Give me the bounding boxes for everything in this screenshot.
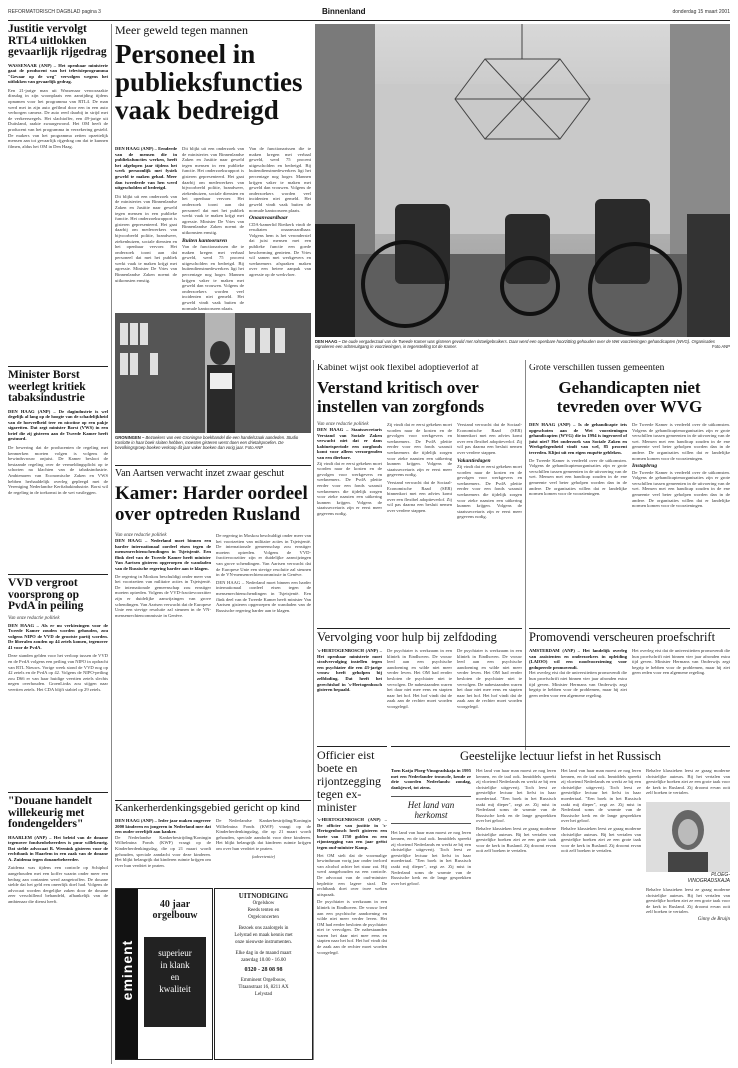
- divider: [115, 465, 311, 466]
- ad-line-4: in klank: [160, 960, 190, 970]
- article-officier: [317, 746, 387, 1060]
- body: Een 21-jarige man uit Wassenaar veroorzaakte dinsdag in zijn woonplaats een aanrijding tijdens opnamen voor het programma van RTL4. De man werd met in zijn auto gefilmd door een in een auto verborgen camera. De auto reed daarbij in strijd met de verkeersregels. Het slachtoffer, een 49-jarige uit Duitsland, raakte zwaargewond. Het OM heeft de producent van het programma in verzekering gesteld. De makers van het programma zetten opzettelijk mensen aan tot gevaarlijk rijgedrag om dat te kunnen filmen, aldus het OM in Den Haag.: [8, 87, 108, 149]
- body: DEN HAAG – Nederland moet binnen een harder internationaal oordeel eisen tegen de mensenrechtenschendingen in Tsjetsjenië. Een flink deel van de Tweede Kamer heeft minister Van Aartsen gisteren opgeroepen de wandaden van de Russische regering harder aan te klagen.: [216, 579, 311, 613]
- body: De psychiater is werkzaam in een kliniek in Eindhoven. De vrouw leed aan een psychische aandoening en wilde niet meer verder leven. Het OM had eerder besloten de psychiater niet te vervolgen. De nabestaanden waren het daar niet mee eens en stapten naar het hof. Het hof vindt dat de zaak aan de rechter moet worden voorgelegd.: [457, 648, 522, 709]
- body: CDA-kamerlid Rietkerk vindt de resultaten onaanvaardbaar. Volgens hem is het veronderstel dat juist mensen met een publieke functie een goede bescherming genieten. De Vries wil samen met werkgevers en werknemers afspraken maken over een betere aanpak van agressie op de werkvloer.: [249, 221, 311, 277]
- column-3: [561, 768, 641, 854]
- headline: Kamer: Harder oordeel over optreden Rusland: [115, 483, 308, 525]
- lead-text: 's-HERTOGENBOSCH (ANP) – De officier van justitie in 's-Hertogenbosch heeft gisteren een boete van 1750 gulden en een rijontzegging van een jaar geëist tegen oud-minister Kamp.: [317, 817, 387, 850]
- lead-text: HAARLEM (ANP) – Het beleid van de douane tegenover fondsenbeheerders is puur willekeurig. Dat stelde advocaat B. Weenink gisteren voor de rechtbank in Haarlem in een zaak van de douane A. Zuidema tegen douanebeheerder.: [8, 834, 108, 862]
- ad-line-8: zaterdag 10.00 - 16.00: [241, 958, 286, 963]
- byline: Van onze redactie politiek: [115, 533, 167, 538]
- body: Het OM stelt dat de voormalige bewindsman vorig jaar onder invloed van alcohol achter het stuur zat. Hij werd aangehouden na een controle. De advocaat van de oud-minister bepleitte een lagere straf. De rechtbank doet over twee weken uitspraak.: [317, 852, 387, 897]
- ad-slogan-box: [144, 937, 206, 1027]
- lead-text: DEN HAAG (ANP) – Is de gehandicapte iets opgeschoten aan de Wet voorzieningen gehandicapten (WVG) die in 1994 is ingevoerd of juist niet? Het onderzoek van Sociale Zaken en Werkgelegenheid vindt van wel, 85 procent tevreden. Klijnt uit een eigen enquête gebleken.: [529, 422, 627, 455]
- ad-line-12: Lelystad: [254, 992, 273, 997]
- page-header: [8, 7, 730, 19]
- divider: [8, 574, 108, 575]
- ad-brand: eminent: [119, 939, 135, 1001]
- divider: [317, 746, 387, 747]
- body-columns: [317, 648, 522, 710]
- headline: "Douane handelt willekeurig met fondengelders": [8, 795, 93, 830]
- kicker: Meer geweld tegen mannen: [115, 24, 248, 37]
- groningen-caption: [115, 435, 311, 459]
- column-2: [182, 146, 244, 310]
- headline: Minister Borst weerlegt kritiek tabaksindustrie: [8, 369, 86, 404]
- column-3: [457, 648, 522, 710]
- column-1: [529, 422, 627, 509]
- body: Behalve klassieken leest ze graag moderne christelijke auteurs. Bij het vertalen van geestelijke boeken ziet ze een grote taak voor de kerk in Rusland. Zij droomt ervan ooit zelf boeken te vertalen.: [561, 825, 641, 854]
- lead-text: DEN HAAG (ANP) – Ieder jaar maken ongeveer 2000 kinderen en jongeren in Nederland mee dat een ouder overlijdt aan kanker.: [115, 818, 211, 835]
- ad-uitnodiging: [214, 888, 313, 1060]
- lead-text: Toen Katja Ploeg-Vinogradskaja in 1995 met een Nederlander trouwde, kende ze drie woorden Nederlands: zondag, dankjewel, tot ziens.: [391, 768, 471, 790]
- lead-text: DEN HAAG – Staatssecretaris Verstand van Sociale Zaken verwacht niet dat er dans kabinetsperiode een zorgfonds komt voor alleen verzorgenden van een dierbare.: [317, 427, 382, 460]
- body: De Tweede Kamer is verdeeld over de uitkomsten. Volgens de gehandicaptenorganisaties zijn er grote verschillen tussen gemeenten in de uitvoering van de wet. Mensen met een handicap zouden in de ene gemeente veel beter geholpen worden dan in de andere. De organisaties willen dat er landelijke normen komen voor de voorzieningen.: [632, 469, 730, 509]
- caption-text: Bezoekers van een Groningse boekhandel die een handelszaak aandeden. Studio Koslotte in haar boek sluiten hebben, moesten gisteren werst doen een drietalsproefen. De bevolkingsgroep boeken verkoop dit jaar vaker boeken dan vorig jaar.: [115, 435, 299, 451]
- lead-text: DEN HAAG (ANP) – Eenderde van de mensen die in publieksfuncties werken, heeft het afgelopen jaar tijdens het werk persoonlijk met fysiek geweld te maken gehad. Meer dan tweederde van hen werd uitgescholden of bedreigd.: [115, 146, 177, 191]
- main-photo-caption: [315, 339, 730, 359]
- article-zelfdoding: [317, 628, 522, 746]
- ad-orgelbouw: [115, 888, 213, 1060]
- caption-lead: DEN HAAG –: [315, 339, 341, 344]
- portrait-label-1: PLOEG-: [711, 871, 730, 878]
- article-vvd: [8, 574, 108, 789]
- ad-line-3: superieur: [158, 948, 192, 958]
- portrait-label-2: VINOGRADSKAJA: [687, 877, 730, 884]
- kicker: Kabinet wijst ook flexibel adoptieverlof af: [317, 364, 479, 373]
- body: Zij vindt dat er eerst gekeken moet worden naar de kosten en de gevolgen voor werkgevers en werknemers. De PvdA pleitte eerder voor een fonds waaruit werknemers die tijdelijk zorgen voor zieke naasten een uitkering kunnen krijgen. Volgens de staatssecretaris zijn er eerst meer gegevens nodig.: [317, 460, 382, 516]
- body-columns: [529, 648, 730, 698]
- body: Behalve klassieken leest ze graag moderne christelijke auteurs. Bij het vertalen van geestelijke boeken ziet ze een grote taak voor de kerk in Rusland. Zij droomt ervan ooit zelf boeken te vertalen.: [646, 886, 730, 915]
- column-1: [317, 422, 382, 520]
- ad-line-10: Emminent Orgelbouw,: [240, 978, 287, 983]
- headline: Verstand kritisch over instellen van zorgfonds: [317, 377, 485, 416]
- divider: [391, 746, 730, 747]
- body-columns: [115, 146, 311, 310]
- article-kanker: [115, 800, 311, 888]
- body-columns: [529, 422, 730, 509]
- column-divider-right: [525, 360, 526, 750]
- column-4: [646, 768, 730, 922]
- herkomst-title-2: herkomst: [414, 810, 448, 821]
- kicker: Van Aartsen verwacht inzet zwaar geschut: [115, 468, 285, 479]
- article-adoptie: [317, 364, 522, 626]
- ad-line-6: kwaliteit: [159, 984, 191, 994]
- author-credit: Ginny de Bruijn: [697, 916, 730, 922]
- ad-brand-strip: [116, 889, 138, 1059]
- body: De regering in Moskou beschuldigt onder meer van het voortzetten van militaire acties in Tsjetsjenië. De internationale gemeenschap zou ernstiger moeten optreden. Volgens de VVD-fractievoorzitter zijn er duidelijke aanwijzingen van grove schendingen. Van Aartsen verwacht dat de Europese Unie een stevige resolutie zal steunen in de VN-mensenrechtencommissie in Genève.: [115, 573, 211, 618]
- body: Dit blijkt uit een onderzoek van de ministeries van Binnenlandse Zaken en Justitie naar geweld tegen mensen in een publieke functie. Het onderzoeksrapport is gisteren gepresenteerd. Het gaat daarbij om medewerkers van bijvoorbeeld politie, brandweer, ziekenhuizen, sociale diensten en het openbaar vervoer. Het onderzoek toont aan dat personeel dat met het publiek werkt vaak te maken krijgt met agressie. Minister De Vries van Binnenlandse Zaken noemt de uitkomsten ernstig.: [115, 193, 177, 283]
- lead: [8, 835, 108, 863]
- ad-line-2: Reeds tenten en: [247, 908, 280, 913]
- column-divider-mid: [313, 360, 314, 1060]
- caption-text: De oude vergaderzaal van de Tweede Kamer was gisteren gevuld met rolstoelgebruikers. Daar werd een openbare hoorzitting gehouden over de Wet voorzieningen gehandicapten (WVG). Organisaties signaleren een achteruitgang in voorzieningen, in tegenstelling tot de Kamer.: [315, 339, 715, 350]
- body: Zij vindt dat er eerst gekeken moet worden naar de kosten en de gevolgen voor werkgevers en werknemers. De PvdA pleitte eerder voor een fonds waaruit werknemers die tijdelijk zorgen voor zieke naasten een uitkering kunnen krijgen. Volgens de staatssecretaris zijn er eerst meer gegevens nodig.: [387, 422, 452, 478]
- ad-line-5: Lelystad en maak kennis met: [234, 933, 293, 938]
- lead: [529, 422, 627, 456]
- lead: [115, 538, 211, 572]
- caption-lead: GRONINGEN –: [115, 435, 145, 440]
- header-rule: [8, 20, 730, 21]
- lead: [8, 409, 108, 443]
- headline: Geestelijke lectuur liefst in het Russisch: [460, 749, 661, 763]
- byline: Van onze redactie politiek: [317, 422, 369, 427]
- body: Van de functionarissen die te maken kregen met verbaal geweld, werd 75 procent uitgescholden en bedreigd. Bij buitendienstmedewerkers ligt het percentage nog hoger. Mannen krijgen vaker te maken met geweld dan vrouwen. Volgens de onderzoekers worden veel incidenten niet gemeld. Het geweld vindt vaak buiten de normale kantooruren plaats.: [182, 244, 244, 310]
- column-1: [529, 648, 627, 698]
- byline: Van onze redactie politiek: [8, 615, 60, 621]
- ad-line-4: Bezoek ons zaalorgels in: [238, 926, 289, 931]
- body: Verstand verwacht dat de Sociaal-Economische Raad (SER) binnenkort met een advies komt over een flexibel adoptieverlof. Zij wil pas daarna een besluit nemen over verdere stappen.: [457, 422, 522, 455]
- column-2: [476, 768, 556, 854]
- ad-years: [140, 899, 210, 921]
- photo-credit: Foto ANP: [712, 344, 730, 350]
- body: Het land van haar man moest ze nog leren kennen, en de taal ook. Inmiddels spreekt zij vloeiend Nederlands en werkt ze bij een christelijke uitgeverij. Toch leest ze geestelijke lectuur het liefst in haar moedertaal. "Een boek in het Russisch raakt mij dieper", zegt ze. Zij mist in Nederland soms de warmte van de Russische kerk en de lange gesprekken over het geloof.: [476, 768, 556, 824]
- body: De Tweede Kamer is verdeeld over de uitkomsten. Volgens de gehandicaptenorganisaties zijn er grote verschillen tussen gemeenten in de uitvoering van de wet. Mensen met een handicap zouden in de ene gemeente veel beter geholpen worden dan in de andere. De organisaties willen dat er landelijke normen komen voor de voorzieningen.: [632, 422, 730, 461]
- kicker: Grote verschillen tussen gemeenten: [529, 364, 665, 373]
- column-1: [391, 768, 471, 886]
- column-3: [249, 146, 311, 310]
- lead: [317, 648, 382, 693]
- body: De regering in Moskou beschuldigt onder meer van het voortzetten van militaire acties in Tsjetsjenië. De internationale gemeenschap zou ernstiger moeten optreden. Volgens de VVD-fractievoorzitter zijn er duidelijke aanwijzingen van grove schendingen. Van Aartsen verwacht dat de Europese Unie een stevige resolutie zal steunen in de VN-mensenrechtencommissie in Genève.: [216, 533, 311, 578]
- lead-text: DEN HAAG – Als er nu verkiezingen voor de Tweede Kamer zouden worden gehouden, zou volgens NIPO de VVD de grootste partij worden. De liberalen zouden op 44 zetels komen, tegenover 41 voor de PvdA.: [8, 622, 108, 650]
- ad-line-6: onze nieuwste instrumenten.: [234, 940, 293, 945]
- column-3: [457, 422, 522, 520]
- article-rtl4: [8, 24, 108, 360]
- herkomst-title-1: Het land van: [407, 800, 455, 811]
- body: Van de functionarissen die te maken kregen met verbaal geweld, werd 75 procent uitgescholden en bedreigd. Bij buitendienstmedewerkers ligt het percentage nog hoger. Mannen krijgen vaker te maken met geweld dan vrouwen. Volgens de onderzoekers worden veel incidenten niet gemeld. Het geweld vindt vaak buiten de normale kantooruren plaats.: [249, 146, 311, 213]
- advertorial-label: (advertentie): [251, 853, 276, 859]
- body: De psychiater is werkzaam in een kliniek in Eindhoven. De vrouw leed aan een psychische aandoening en wilde niet meer verder leven. Het OM had eerder besloten de psychiater niet te vervolgen. De nabestaanden waren het daar niet mee eens en stapten naar het hof. Het hof vindt dat de zaak aan de rechter moet worden voorgelegd.: [317, 899, 387, 955]
- column-1: [317, 648, 382, 710]
- article-russisch: [391, 746, 730, 1060]
- groningen-photo-image: [115, 313, 311, 433]
- column-2: [216, 533, 311, 618]
- divider: [8, 366, 108, 367]
- lead: [391, 768, 471, 790]
- article-promoveren: [529, 628, 730, 746]
- column-2: [216, 818, 311, 868]
- article-aartsen: [115, 465, 311, 693]
- column-1: [115, 818, 211, 868]
- headline: Gehandicapten niet tevreden over WVG: [556, 377, 703, 416]
- body: Dit blijkt uit een onderzoek van de ministeries van Binnenlandse Zaken en Justitie naar geweld tegen mensen in een publieke functie. Het onderzoeksrapport is gisteren gepresenteerd. Het gaat daarbij om medewerkers van bijvoorbeeld politie, brandweer, ziekenhuizen, sociale diensten en het openbaar vervoer. Het onderzoek toont aan dat personeel dat met het publiek werkt vaak te maken krijgt met agressie. Minister De Vries van Binnenlandse Zaken noemt de uitkomsten ernstig.: [182, 146, 244, 235]
- lead: [529, 648, 627, 670]
- body: Behalve klassieken leest ze graag moderne christelijke auteurs. Bij het vertalen van geestelijke boeken ziet ze een grote taak voor de kerk in Rusland. Zij droomt ervan ooit zelf boeken te vertalen.: [476, 825, 556, 854]
- body: Het land van haar man moest ze nog leren kennen, en de taal ook. Inmiddels spreekt zij vloeiend Nederlands en werkt ze bij een christelijke uitgeverij. Toch leest ze geestelijke lectuur het liefst in haar moedertaal. "Een boek in het Russisch raakt mij dieper", zegt ze. Zij mist in Nederland soms de warmte van de Russische kerk en de lange gesprekken over het geloof.: [561, 768, 641, 824]
- headline: Justitie vervolgt RTL4 uitlokken gevaarlijk rijgedrag: [8, 24, 107, 58]
- ad-line-1: Orgelshow: [252, 901, 275, 906]
- body: De Nederlandse Kankerbestrijding/Koningin Wilhelmina Fonds (KWF) vraagt op de Kinderherdenkingsdag, die op 21 maart wordt gehouden, speciale aandacht voor deze kinderen. Het blijkt belangrijk dat kinderen ruimte krijgen om over hun verdriet te praten.: [115, 834, 211, 868]
- headline: Officier eist boete en rijontzegging tegen ex-minister: [317, 748, 381, 814]
- body-columns: [115, 533, 311, 618]
- headline: Personeel in publieksfuncties vaak bedreigd: [115, 39, 303, 125]
- body: Verstand verwacht dat de Sociaal-Economische Raad (SER) binnenkort met een advies komt over een flexibel adoptieverlof. Zij wil pas daarna een besluit nemen over verdere stappen.: [387, 479, 452, 513]
- subheading: Onaanvaardbaar: [249, 215, 288, 222]
- divider: [317, 628, 522, 629]
- headline: VVD vergroot voorsprong op PvdA in peiling: [8, 577, 84, 612]
- column-1: [115, 146, 177, 310]
- body: Het land van haar man moest ze nog leren kennen, en de taal ook. Inmiddels spreekt zij vloeiend Nederlands en werkt ze bij een christelijke uitgeverij. Toch leest ze geestelijke lectuur het liefst in haar moedertaal. "Een boek in het Russisch raakt mij dieper", zegt ze. Zij mist in Nederland soms de warmte van de Russische kerk en de lange gesprekken over het geloof.: [391, 830, 471, 886]
- body: De Nederlandse Kankerbestrijding/Koningin Wilhelmina Fonds (KWF) vraagt op de Kinderherdenkingsdag, die op 21 maart wordt gehouden, speciale aandacht voor deze kinderen. Het blijkt belangrijk dat kinderen ruimte krijgen om over hun verdriet te praten.: [216, 818, 311, 851]
- portrait-label: [646, 872, 730, 884]
- section-title: Binnenland: [322, 7, 366, 16]
- groningen-photo: [115, 313, 311, 433]
- lead: [115, 818, 211, 835]
- lead: [115, 146, 177, 191]
- photo-credit: Foto ANP: [245, 445, 264, 451]
- body: De bewering dat de producenten de regeling met kenmerken moeten volgen is volgens de bewindsvrouw onjuist. De Kamer besloot de bestaande regeling over de vermeldingsplicht op te schorten na klachten van de tabaksindustrie. Ambtenaren van Economische Zaken en VWS hebben herhaaldelijk overleg gepleegd met de Vereniging Nederlandse Kerftabakindustrie. Borst wil de regeling in de toekomst in de wet vastleggen.: [8, 445, 108, 495]
- ad-line-11: Titaanstraat 16, 8211 AX: [238, 985, 289, 990]
- body: Zuidema was tijdens een controle op Schiphol aangehouden met een koffer waarin onder meer een bedrag aan contanten werd aangetroffen. De douane stelde dat het geld een oneerlijk doel had. Volgens de advocaat worden dergelijke zaken door de douane zeer verschillend behandeld, afhankelijk van de ambtenaar die dienst heeft.: [8, 865, 108, 905]
- headline: Promovendi verscheuren proefschrift: [529, 630, 716, 644]
- body: De psychiater is werkzaam in een kliniek in Eindhoven. De vrouw leed aan een psychische aandoening en wilde niet meer verder leven. Het OM had eerder besloten de psychiater niet te vervolgen. De nabestaanden waren het daar niet mee eens en stapten naar het hof. Het hof vindt dat de zaak aan de rechter moet worden voorgelegd.: [387, 648, 452, 709]
- lead-text: DEN HAAG (ANP) – De dagindustrie is wel degelijk al lang op de hoogte van de schadelijkheid van de hoeveelheid teer en nicotine op een pakje sigaretten. Dat zegt minister Borst (VWS) in een brief die zij gisteren aan de Tweede Kamer heeft gestuurd.: [8, 408, 108, 442]
- ad-line-3: Orgelconcerten: [248, 915, 279, 920]
- column-2: [632, 422, 730, 509]
- lead: [317, 817, 387, 851]
- body: Behalve klassieken leest ze graag moderne christelijke auteurs. Bij het vertalen van geestelijke boeken ziet ze een grote taak voor de kerk in Rusland. Zij droomt ervan ooit zelf boeken te vertalen.: [646, 768, 730, 796]
- ad-line-9: 0320 - 28 08 98: [244, 967, 283, 973]
- column-2: [632, 648, 730, 698]
- main-photo-image: [315, 24, 730, 337]
- body-columns: [115, 818, 311, 868]
- lead-text: DEN HAAG – Nederland moet binnen een harder internationaal oordeel eisen tegen de mensenrechtenschendingen in Tsjetsjenië. Een flink deel van de Tweede Kamer heeft minister Van Aartsen gisteren opgeroepen de wandaden van de Russische regering harder aan te klagen.: [115, 538, 211, 571]
- body: De Tweede Kamer is verdeeld over de uitkomsten. Volgens de gehandicaptenorganisaties zijn er grote verschillen tussen gemeenten in de uitvoering van de wet. Mensen met een handicap zouden in de ene gemeente veel beter geholpen worden dan in de andere. De organisaties willen dat er landelijke normen komen voor de voorzieningen.: [529, 457, 627, 497]
- issue-date: donderdag 15 maart 2001: [672, 9, 730, 15]
- lead: [317, 427, 382, 461]
- ad-line-7: Elke dag in de maand maart: [235, 951, 292, 956]
- divider: [529, 628, 730, 629]
- article-douane: [8, 792, 108, 1060]
- lead-text: 's-HERTOGENBOSCH (ANP) – Het openbaar ministerie moet strafvervolging instellen tegen een psychiater die een 43-jarige vrouw heeft geholpen bij zelfdoding. Dat heeft het gerechtshof in 's-Hertogenbosch gisteren bepaald.: [317, 648, 382, 693]
- body: Deze standen gelden voor het verloop tussen de VVD en de PvdA volgens een peiling van NIPO in opdracht van RTL Nieuws. Vorige week stond de VVD nog op 42 zetels en de PvdA op 42. Volgens de NIPO-peiling zou D66 er van haar huidige veertien zetels slechts negen overhouden. GroenLinks zou stijgen naar veertien zetels. Het CDA blijft stabiel op 29 zetels.: [8, 653, 108, 693]
- subheading: Buiten kantooruren: [182, 237, 228, 244]
- subheading: Instapbrug: [632, 463, 658, 470]
- main-photo: [315, 24, 730, 337]
- lead-text: WASSENAAR (ANP) – Het openbaar ministerie gaat de producent van het televisieprogramma "Gevaar op de weg" vervolgen wegens het uitlokken van gevaarlijk gedrag.: [8, 62, 108, 85]
- herkomst-box: [391, 796, 471, 824]
- body: Het overleg eist dat de universiteiten promovendi die hun proefschrift niet binnen vier jaar afronden extra tijd geven. Minister Hermans van Onderwijs zegt begrip te hebben voor de problemen, maar hij ziet geen reden voor een algemene regeling.: [529, 670, 627, 698]
- body: Het overleg eist dat de universiteiten promovendi die hun proefschrift niet binnen vier jaar afronden extra tijd geven. Minister Hermans van Onderwijs zegt begrip te hebben voor de problemen, maar hij ziet geen reden voor een algemene regeling.: [632, 648, 730, 676]
- headline: Kankerherdenkingsgebied gericht op kind: [115, 802, 300, 814]
- body: Zij vindt dat er eerst gekeken moet worden naar de kosten en de gevolgen voor werkgevers en werknemers. De PvdA pleitte eerder voor een fonds waaruit werknemers die tijdelijk zorgen voor zieke naasten een uitkering kunnen krijgen. Volgens de staatssecretaris zijn er eerst meer gegevens nodig.: [457, 464, 522, 520]
- divider: [115, 800, 311, 801]
- article-personeel: [115, 24, 311, 310]
- article-gehandicapten: [529, 364, 730, 624]
- column-2: [387, 422, 452, 520]
- portrait-photo: [646, 802, 730, 872]
- column-divider-left: [111, 24, 112, 1064]
- ad-line-5: en: [170, 972, 180, 982]
- paper-name: REFORMATORISCH DAGBLAD pagina 3: [8, 9, 101, 15]
- lead-text: AMSTERDAM (ANP) – Het landelijk overleg van assistenten en onderzoekers in opleiding (LAIOO) wil een noodvoorziening voor gedupeerde promovendi.: [529, 648, 627, 670]
- column-2: [387, 648, 452, 710]
- headline: Vervolging voor hulp bij zelfdoding: [317, 630, 497, 644]
- divider: [8, 792, 108, 793]
- lead: [8, 63, 108, 85]
- ad-line-2: orgelbouw: [152, 910, 198, 921]
- body-columns: [317, 422, 522, 520]
- lead: [8, 623, 108, 651]
- ad-line-1: 40 jaar: [159, 899, 191, 910]
- portrait-photo-image: [646, 802, 730, 872]
- column-1: [115, 533, 211, 618]
- ad-title: UITNODIGING: [238, 892, 289, 900]
- subheading: Vakantiedagen: [457, 457, 491, 464]
